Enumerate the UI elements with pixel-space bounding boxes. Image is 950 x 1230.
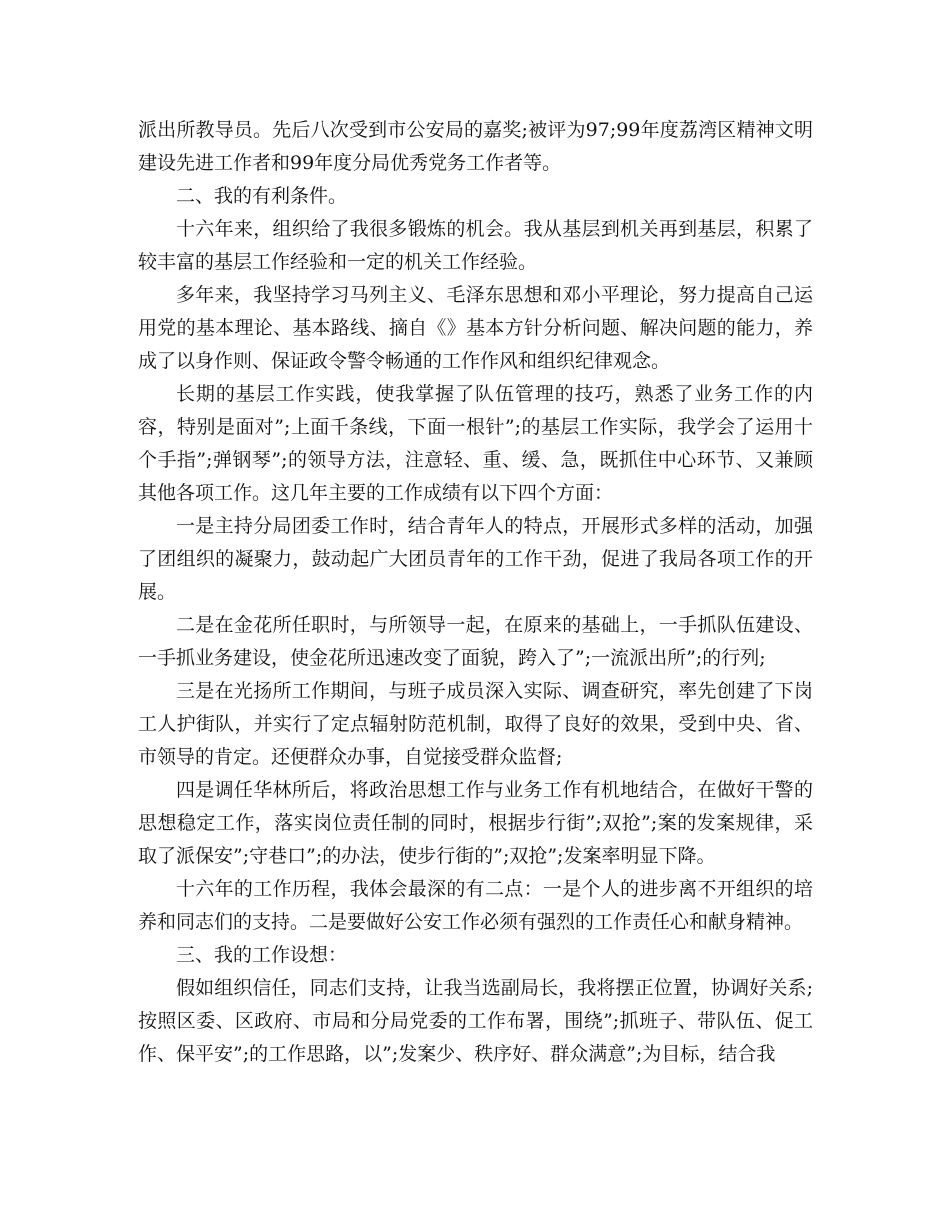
paragraph-8: 三是在光扬所工作期间，与班子成员深入实际、调查研究，率先创建了下岗工人护街队，并实行了定点辐射防范机制，取得了良好的效果，受到中央、省、市领导的肯定。还便群众办事，自觉接受群众监督; [138, 680, 813, 768]
paragraph-10: 十六年的工作历程，我体会最深的有二点：一是个人的进步离不开组织的培养和同志们的支持。二是要做好公安工作必须有强烈的工作责任心和献身精神。 [138, 878, 813, 933]
paragraph-12: 假如组织信任，同志们支持，让我当选副局长，我将摆正位置，协调好关系;按照区委、区政府、市局和分局党委的工作布署，围绕”;抓班子、带队伍、促工作、保平安”;的工作思路，以”;发案少、秩序好、群众满意”;为目标，结合我 [138, 977, 813, 1065]
paragraph-9: 四是调任华林所后，将政治思想工作与业务工作有机地结合，在做好干警的思想稳定工作，落实岗位责任制的同时，根据步行街”;双抢”;案的发案规律，采取了派保安”;守巷口”;的办法，使步行街的”;双抢”;发案率明显下降。 [138, 779, 813, 867]
paragraph-6: 一是主持分局团委工作时，结合青年人的特点，开展形式多样的活动，加强了团组织的凝聚力，鼓动起广大团员青年的工作干劲，促进了我局各项工作的开展。 [138, 515, 813, 603]
paragraph-3: 十六年来，组织给了我很多锻炼的机会。我从基层到机关再到基层，积累了较丰富的基层工作经验和一定的机关工作经验。 [138, 218, 813, 273]
document-body [138, 114, 813, 1071]
paragraph-7: 二是在金花所任职时，与所领导一起，在原来的基础上，一手抓队伍建设、一手抓业务建设，使金花所迅速改变了面貌，跨入了”;一流派出所”;的行列; [138, 614, 813, 669]
paragraph-5: 长期的基层工作实践，使我掌握了队伍管理的技巧，熟悉了业务工作的内容，特别是面对”;上面千条线，下面一根针”;的基层工作实际，我学会了运用十个手指”;弹钢琴”;的领导方法，注意轻、重、缓、急，既抓住中心环节、又兼顾其他各项工作。这几年主要的工作成绩有以下四个方面： [138, 383, 813, 504]
section-heading-2: 二、我的有利条件。 [176, 185, 348, 207]
section-heading-3: 三、我的工作设想： [176, 944, 348, 966]
paragraph-1: 派出所教导员。先后八次受到市公安局的嘉奖;被评为97;99年度荔湾区精神文明建设先进工作者和99年度分局优秀党务工作者等。 [138, 119, 813, 174]
paragraph-4: 多年来，我坚持学习马列主义、毛泽东思想和邓小平理论，努力提高自己运用党的基本理论、基本路线、摘自《》基本方针分析问题、解决问题的能力，养成了以身作则、保证政令警令畅通的工作作风和组织纪律观念。 [138, 284, 813, 372]
